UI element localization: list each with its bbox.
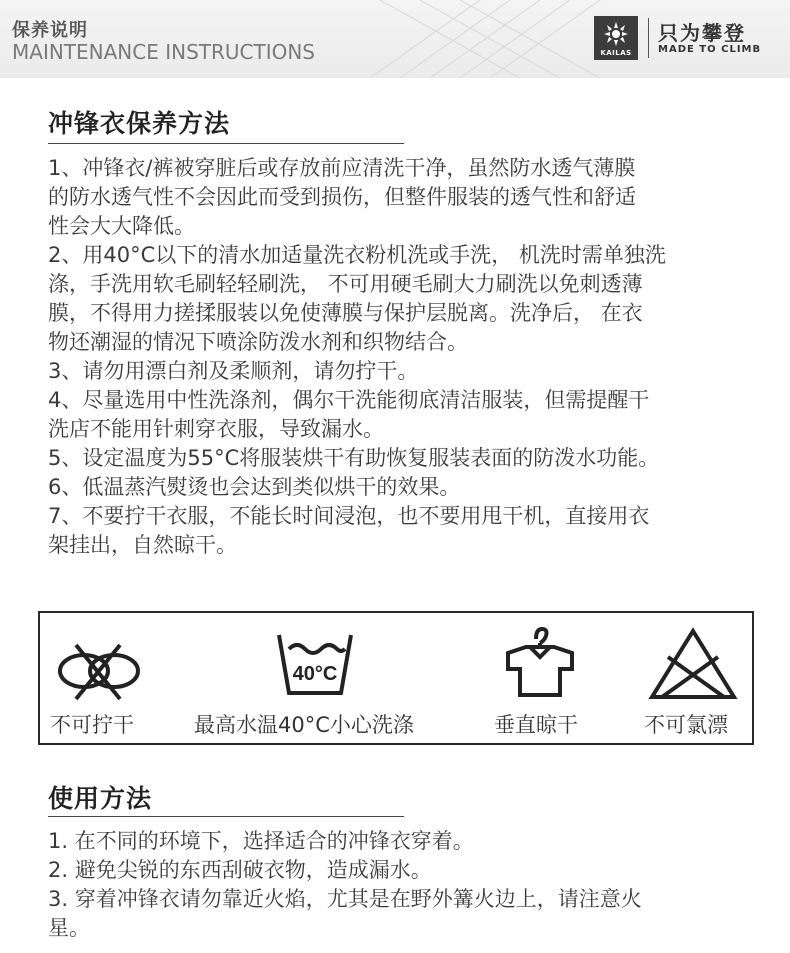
list-item-4: 4、尽量选用中性洗涤剂，偶尔干洗能彻底清洁服装，但需提醒干 洗店不能用针刺穿衣服，导致漏水。 (48, 388, 650, 441)
slogan-en: MADE TO CLIMB (658, 44, 762, 55)
no-bleach-icon (648, 627, 738, 703)
care-label-no-wring: 不可拧干 (50, 713, 134, 737)
section-divider (48, 143, 404, 144)
section-title-maintenance: 冲锋衣保养方法 (48, 109, 231, 138)
section-title-usage: 使用方法 (48, 784, 153, 813)
list-item-2: 2、用40°C以下的清水加适量洗衣粉机洗或手洗， 机洗时需单独洗 涤，手洗用软毛刷轻轻刷洗， 不可用硬毛刷大力刷洗以免刺透薄 膜，不得用力搓揉服装以免使薄膜与保护层脱离。洗净后， 在衣 物还潮湿的情况下喷涂防泼水剂和织物结合。 (48, 243, 666, 354)
care-item-drip-dry (472, 613, 612, 743)
header-title-cn: 保养说明 (12, 20, 88, 41)
kailas-logo (594, 16, 638, 60)
maintenance-list (48, 154, 768, 560)
page-header (0, 0, 790, 78)
logo-divider (648, 18, 649, 58)
header-title-en: MAINTENANCE INSTRUCTIONS (12, 40, 315, 64)
list-item-6: 6、低温蒸汽熨烫也会达到类似烘干的效果。 (48, 475, 461, 499)
usage-item-3: 3. 穿着冲锋衣请勿靠近火焰，尤其是在野外篝火边上，请注意火 星。 (48, 887, 642, 940)
wash-temp-text: 40°C (292, 663, 338, 685)
sun-icon (594, 18, 638, 52)
section-divider-usage (48, 816, 404, 817)
care-label-drip-dry: 垂直晾干 (494, 713, 578, 737)
list-item-3: 3、请勿用漂白剂及柔顺剂，请勿拧干。 (48, 359, 419, 383)
usage-list (48, 827, 768, 943)
usage-item-1: 1. 在不同的环境下，选择适合的冲锋衣穿着。 (48, 829, 474, 853)
care-item-no-bleach (630, 613, 754, 743)
care-label-no-bleach: 不可氯漂 (644, 713, 728, 737)
care-label-wash-40: 最高水温40°C小心洗涤 (194, 713, 414, 737)
care-item-no-wring (40, 613, 190, 743)
care-item-wash-40 (190, 613, 460, 743)
care-symbols-box (38, 611, 754, 745)
wash-40-icon (275, 629, 355, 701)
logo-brand-text: KAILAS (600, 49, 632, 57)
list-item-5: 5、设定温度为55°C将服装烘干有助恢复服装表面的防泼水功能。 (48, 446, 660, 470)
header-decoration (360, 0, 620, 78)
slogan-cn: 只为攀登 (658, 21, 746, 45)
no-wring-icon (54, 637, 144, 707)
list-item-7: 7、不要拧干衣服，不能长时间浸泡，也不要用甩干机，直接用衣 架挂出，自然晾干。 (48, 504, 650, 557)
drip-dry-icon (500, 623, 580, 703)
usage-item-2: 2. 避免尖锐的东西刮破衣物，造成漏水。 (48, 858, 432, 882)
list-item-1: 1、冲锋衣/裤被穿脏后或存放前应清洗干净，虽然防水透气薄膜 的防水透气性不会因此而受到损伤，但整件服装的透气性和舒适 性会大大降低。 (48, 156, 636, 238)
